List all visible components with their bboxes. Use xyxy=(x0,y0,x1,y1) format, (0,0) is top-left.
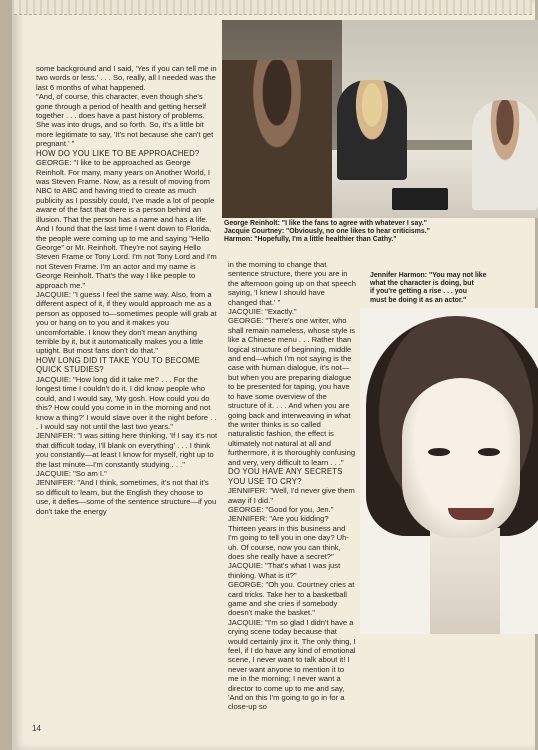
middle-column xyxy=(228,260,356,712)
tape-recorder xyxy=(392,188,448,210)
paragraph: JENNIFER: "I was sitting here thinking, 'If I say it's not that difficult today, I'll blank on everything' . . . I think you constantly—at least I know for myself, right up to the last minute—I'm constantly studying . . ." xyxy=(36,431,218,469)
caption-line: if you're getting a rise . . . you xyxy=(370,288,467,296)
paragraph: GEORGE: "Good for you, Jen." xyxy=(228,504,334,514)
perforated-edge xyxy=(14,0,532,15)
paragraph: JENNIFER: "Well, I'd never give them away if I did." xyxy=(228,486,355,505)
paragraph: JACQUIE: "That's what I was just thinking. What is it?" xyxy=(228,561,341,580)
group-photo xyxy=(222,20,538,218)
caption-line: Jennifer Harmon: "You may not like xyxy=(370,272,487,279)
paragraph: some background and I said, 'Yes if you can tell me in two words or less.' . . . So, really, all I needed was the last 6 months of what happened. xyxy=(36,64,217,92)
paragraph: JENNIFER: "And I think, sometimes, it's not that it's so difficult to learn, but the English they choose to use, it defies—some of the sentence structure—if you don't take the energy xyxy=(36,478,217,516)
paragraph: JACQUIE: "Exactly." xyxy=(228,307,297,317)
photo-person-jacquie xyxy=(337,80,407,180)
paragraph: GEORGE: "I like to be approached as George Reinholt. For many, many years on Another World, I was Steven Frame. Now, as a result of moving from NBC to ABC and having tried to create as much publicity as I possibly could, I've made a lot of people aware of the fact that there is a person behind an illusion. That the person has a name and has a life. And I found that the last time I went down to Florida, the people were coming up to me and saying "Hello George" or Mr. Reinholt. They're not saying Hello Steven Frame or Tony Lord. I'm not Tony Lord and I'm not Steven Frame. I'm an actor and my name is George Reinholt. That's the way I like people to approach me." xyxy=(36,158,217,290)
paragraph: JACQUIE: "How long did it take me? . . . For the longest time I couldn't do it. I did know people who could, and I would say, 'My gosh. How could you do this? How could you come in in the morning and not know a thing?' I would slave over it the night before . . . I would say not until the last two years." xyxy=(36,374,217,431)
paragraph: JACQUIE: "I'm so glad I didn't have a crying scene today because that would certainly jinx it. The only thing, I feel, if I do have any kind of emotional scene, I never want to talk about it! I never want anyone to mention it to me in the morning; I never want a director to come up to me and say, 'And on this I'm going to go in for a close-up so xyxy=(228,617,356,712)
photo-person-george xyxy=(222,60,332,218)
paragraph: GEORGE: "Oh you. Courtney cries at card tricks. Take her to a basketball game and she cries if somebody doesn't make the basket." xyxy=(228,580,355,618)
paragraph: JACQUIE: "So am I." xyxy=(36,469,107,479)
section-heading: HOW LONG DID IT TAKE YOU TO BECOME QUICK STUDIES? xyxy=(36,355,201,375)
portrait-mouth xyxy=(448,508,494,520)
page-number: 14 xyxy=(32,724,41,733)
photo-caption-right xyxy=(370,272,534,305)
section-heading: DO YOU HAVE ANY SECRETS YOU USE TO CRY? xyxy=(228,466,343,486)
paragraph: GEORGE: "There's one writer, who shall remain nameless, whose style is like a Chinese menu . . . Rather than logical structure of beginning, middle and end—which I'm not saying is the case with human dialogue, it's not—but when you are preparing dialogue to be presented for taping, you have to have some overview of the structure of it. . . . And when you are going back and interweaving in what the writer thinks is so called naturalistic fashion, the effect is ultimately not natural at all and furthermore, it is thoroughly confusing and very, very difficult to learn . . ." xyxy=(228,316,356,467)
caption-line: what the character is doing, but xyxy=(370,280,474,288)
portrait-neck xyxy=(430,528,500,634)
section-heading: HOW DO YOU LIKE TO BE APPROACHED? xyxy=(36,148,200,158)
paragraph: JACQUIE: "I guess I feel the same way. Also, from a different aspect of it, if they would approach me as a person as opposed to—sometimes people will grab at you or hang on to you and it makes you uncomfortable. I know they don't mean anything terrible by it, but it automatically makes you a little uptight. But most fans don't do that." xyxy=(36,289,217,356)
caption-line: Harmon: "Hopefully, I'm a little healthier than Cathy." xyxy=(224,236,397,244)
photo-caption-top xyxy=(224,220,534,245)
portrait-photo xyxy=(360,308,538,634)
paragraph: "And, of course, this character, even though she's gone through a period of health and getting herself together . . . does have a past history of problems. She was into drugs, and so forth. So, it's a little bit more legitimate to say, 'It's not because she can't get pregnant.' " xyxy=(36,92,214,149)
paragraph: JENNIFER: "Are you kidding? Thirteen years in this business and I'm going to tell you in one day? Uh-uh. Of course, now you can think, does she really have a secret?" xyxy=(228,514,349,561)
portrait-eye-right xyxy=(478,448,500,456)
left-column xyxy=(36,64,218,516)
caption-line: must be doing it as an actor." xyxy=(370,296,467,304)
caption-line: Jacquie Courtney: "Obviously, no one likes to hear criticisms." xyxy=(224,228,430,236)
paragraph: in the morning to change that sentence structure, there you are in the afternoon going up on that speech saying, 'I knew I should have changed that.' " xyxy=(228,260,356,307)
portrait-eye-left xyxy=(428,448,450,456)
caption-line: George Reinholt: "I like the fans to agree with whatever I say." xyxy=(224,220,427,227)
photo-person-jennifer xyxy=(472,100,538,210)
